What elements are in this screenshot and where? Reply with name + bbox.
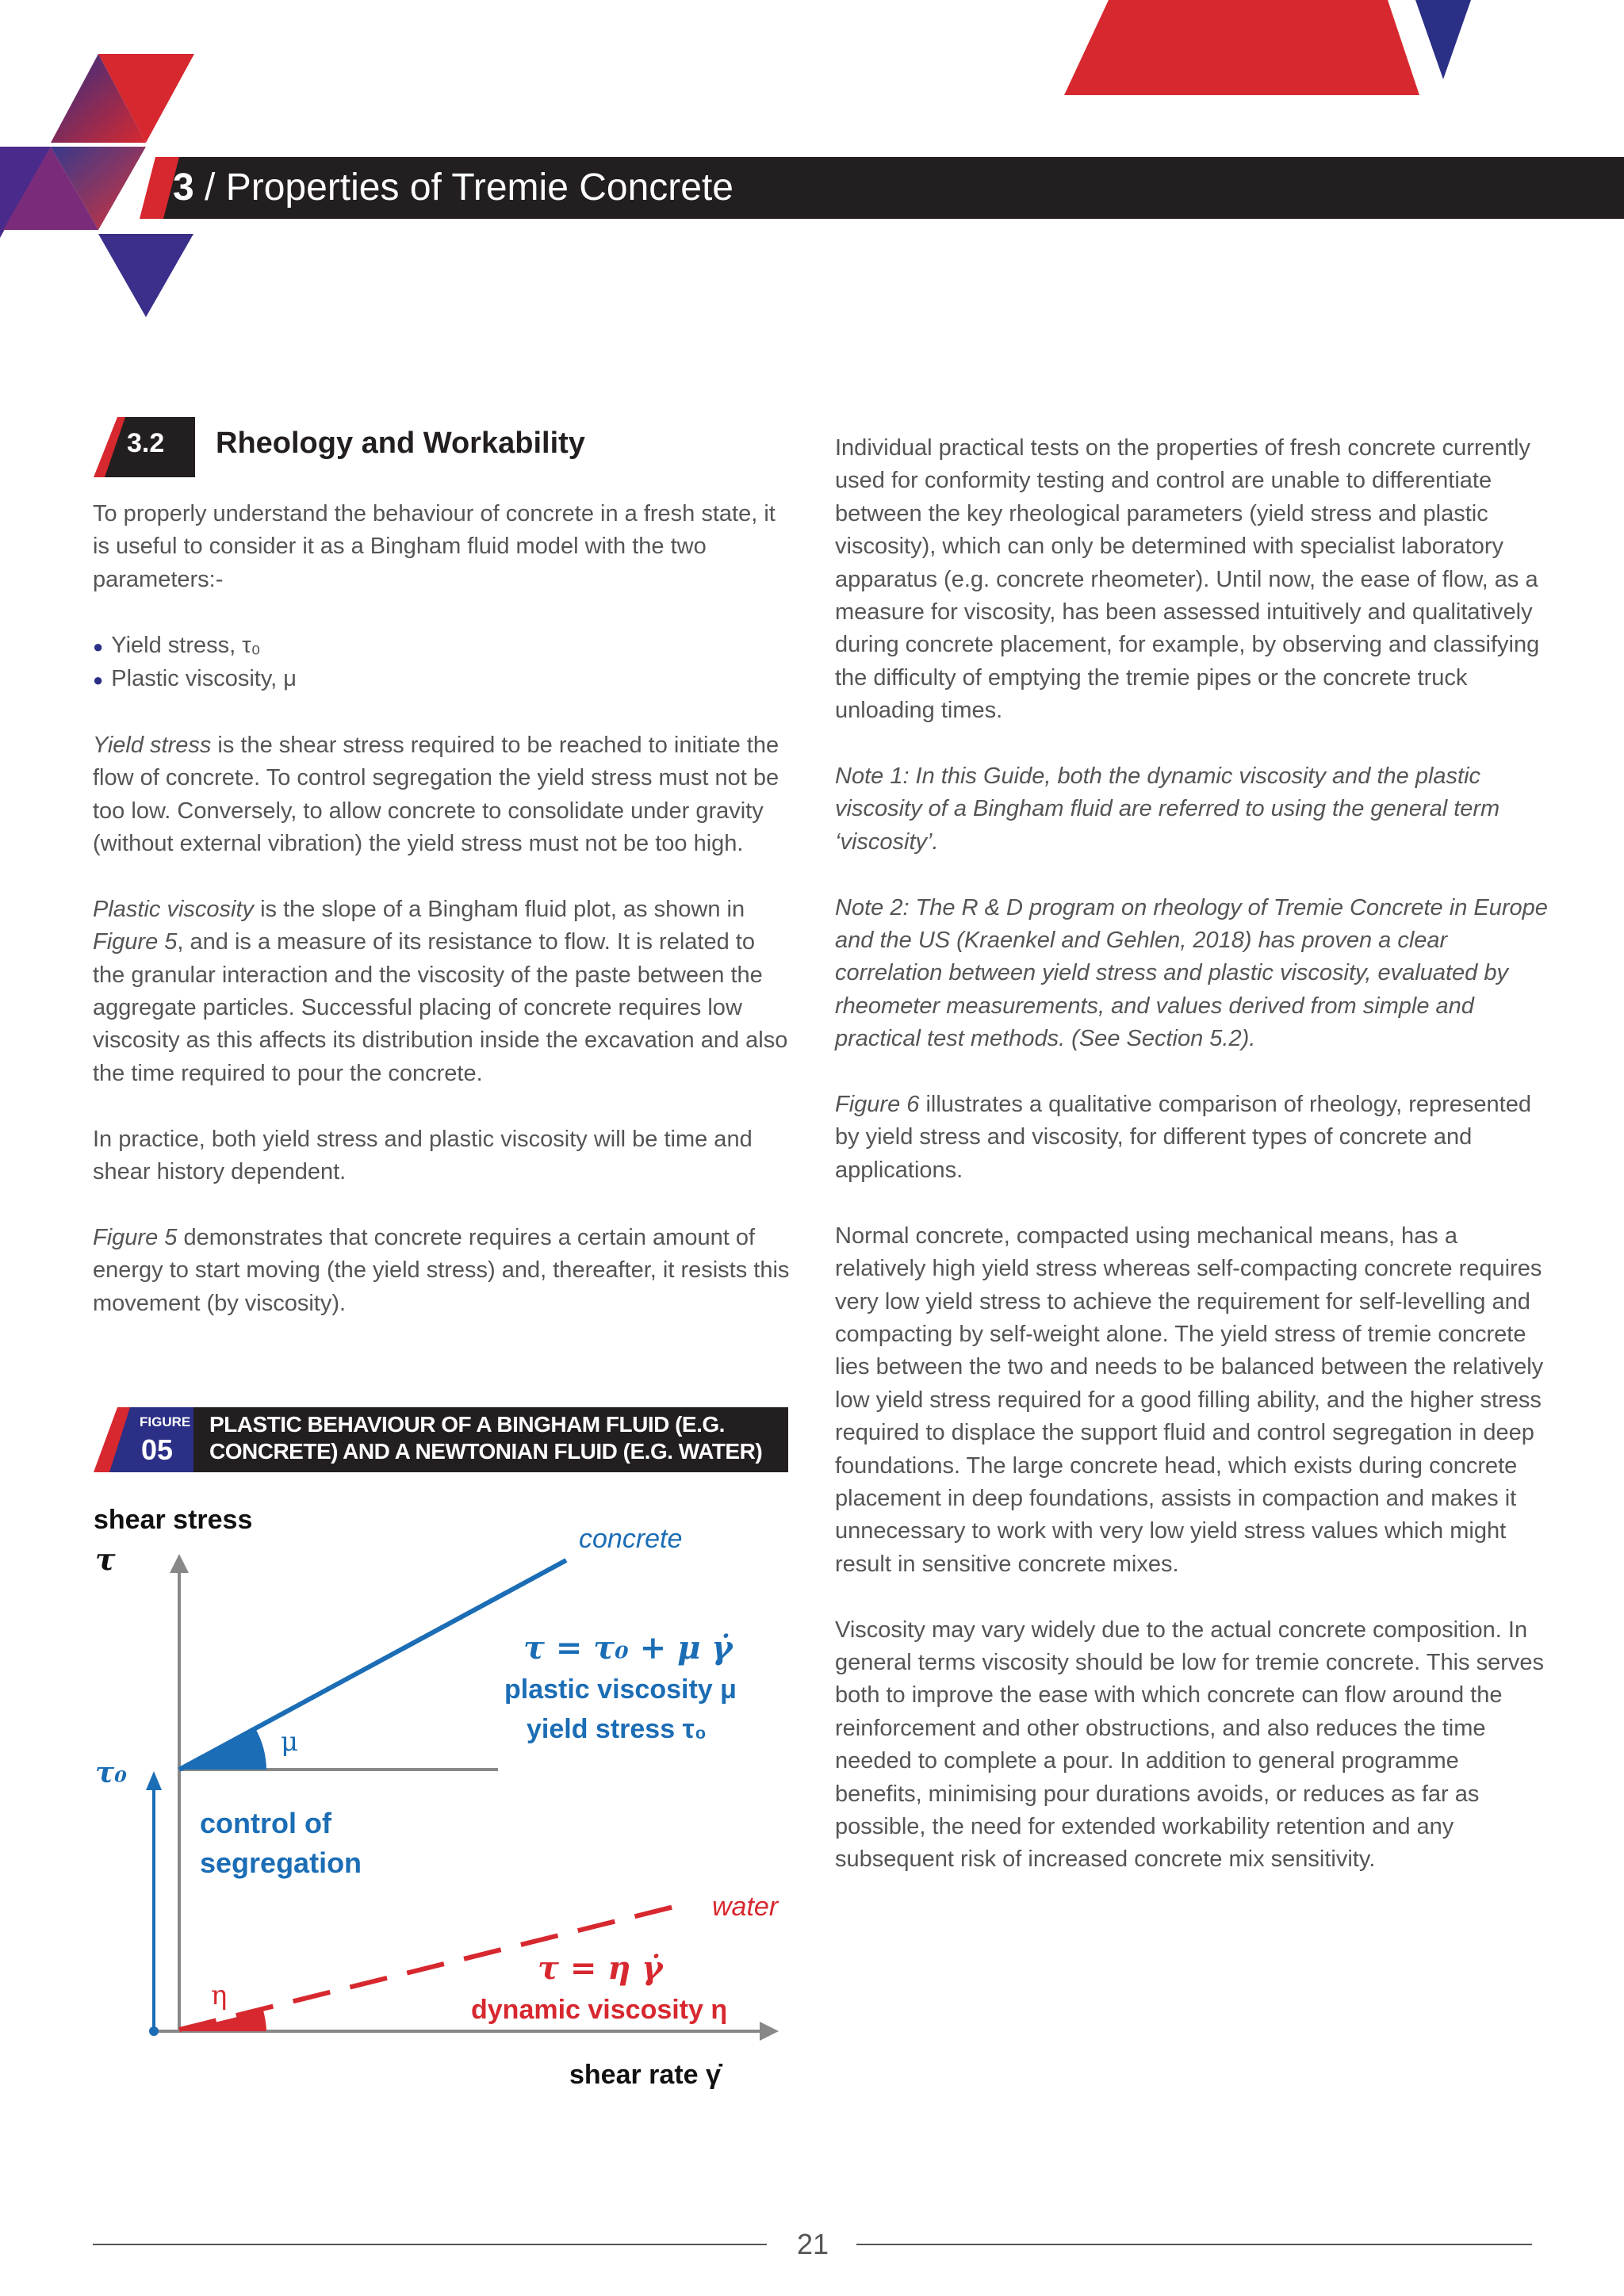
dynamic-viscosity-label: dynamic viscosity η <box>471 1995 728 2025</box>
yield-stress-paragraph: Yield stress is the shear stress required to be reached to initiate the flow of concrete. To control segregation the yield stress must not be too low. Conversely, to allow concrete to consolidate under gravity (without external vibration) the yield stress must not be too high. <box>93 732 779 857</box>
list-item: ● Yield stress, τ₀ <box>93 632 261 658</box>
yield-stress-label: yield stress τ₀ <box>527 1714 707 1744</box>
note-1: Note 1: In this Guide, both the dynamic viscosity and the plastic viscosity of a Bingham fluid are referred to using the general term ‘viscosity’. <box>835 763 1500 855</box>
practice-paragraph: In practice, both yield stress and plastic viscosity will be time and shear history dependent. <box>93 1126 753 1185</box>
section-title: Rheology and Workability <box>216 427 585 460</box>
water-equation: τ = η γ̇ <box>538 1950 663 1987</box>
segregation-label-1: control of <box>200 1807 331 1839</box>
chapter-title: 3 / Properties of Tremie Concrete <box>173 166 733 209</box>
y-axis-arrow <box>170 1554 189 1573</box>
mu-label: μ <box>281 1726 299 1758</box>
figure-number: 05 <box>141 1433 174 1466</box>
note-2: Note 2: The R & D program on rheology of Tremie Concrete in Europe and the US (Kraenkel and Gehlen, 2018) has proven a clear correlation between yield stress and plastic viscosity, evaluated by rheometer measurements, and values derived from simple and practical test methods. (See Section 5.2). <box>835 894 1548 1052</box>
origin-point <box>149 2026 159 2036</box>
plastic-viscosity-paragraph: Plastic viscosity is the slope of a Bingham fluid plot, as shown in Figure 5, and is a measure of its resistance to flow. It is related to the granular interaction and the viscosity of the paste between the aggregate particles. Successful placing of concrete requires low viscosity as this affects its distribution inside the excavation and also the time required to pour the concrete. <box>93 896 788 1086</box>
intro-paragraph: To properly understand the behaviour of concrete in a fresh state, it is useful to consider it as a Bingham fluid model with the two parameters:- <box>93 501 776 592</box>
normal-concrete-paragraph: Normal concrete, compacted using mechanical means, has a relatively high yield stress whereas self-compacting concrete requires very low yield stress to achieve the requirement for self-levelling and compacting by self-weight alone. The yield stress of tremie concrete lies between the two and needs to be balanced between the relatively low yield stress required for a good filling ability, and the higher stress required to displace the support fluid and control segregation in deep foundations. The large concrete head, which exists during concrete placement in deep foundations, assists in compaction and makes it unnecessary to work with very low yield stress values which might result in sensitive concrete mixes. <box>835 1223 1544 1577</box>
segregation-label-2: segregation <box>200 1846 362 1879</box>
segregation-arrow-head <box>146 1771 162 1790</box>
eta-angle-wedge <box>179 2011 266 2031</box>
plastic-viscosity-label: plastic viscosity μ <box>504 1674 737 1705</box>
decorative-triangles-right <box>1015 0 1507 103</box>
footer-rule-right <box>856 2244 1532 2245</box>
bingham-newtonian-chart <box>79 1490 809 2093</box>
y-axis-label: shear stress <box>94 1505 253 1535</box>
left-column-text <box>93 498 791 1353</box>
x-axis-arrow <box>760 2022 779 2041</box>
eta-label: η <box>211 1980 228 2011</box>
section-number: 3.2 <box>127 428 165 458</box>
water-label: water <box>712 1892 779 1922</box>
figure-link: Figure 5 <box>93 929 178 955</box>
y-axis-symbol: τ <box>95 1541 116 1577</box>
figure-title: PLASTIC BEHAVIOUR OF A BINGHAM FLUID (E.G. CONCRETE) AND A NEWTONIAN FLUID (E.G. WATER) <box>209 1412 763 1464</box>
concrete-label: concrete <box>579 1524 683 1554</box>
tau0-label: τ₀ <box>95 1756 127 1789</box>
bullet-icon: ● <box>93 670 104 691</box>
x-axis-label: shear rate γ̇ <box>569 2060 721 2090</box>
concrete-equation: τ = τ₀ + μ γ̇ <box>523 1629 733 1667</box>
list-item: ● Plastic viscosity, μ <box>93 666 297 692</box>
bullet-list <box>93 629 791 697</box>
mu-angle-wedge <box>179 1728 266 1770</box>
footer-rule-left <box>93 2244 767 2245</box>
figure6-paragraph: Figure 6 illustrates a qualitative comparison of rheology, represented by yield stress and viscosity, for different types of concrete and applications. <box>835 1092 1531 1183</box>
right-column-text <box>835 432 1549 1909</box>
bullet-icon: ● <box>93 636 104 656</box>
figure-label: FIGURE <box>140 1414 191 1429</box>
figure-link: Figure 6 <box>835 1092 920 1118</box>
figure5-paragraph: Figure 5 demonstrates that concrete requires a certain amount of energy to start moving (the yield stress) and, thereafter, it resists this movement (by viscosity). <box>93 1224 790 1316</box>
tests-paragraph: Individual practical tests on the properties of fresh concrete currently used for conformity testing and control are unable to differentiate between the key rheological parameters (yield stress and plastic viscosity), which can only be determined with specialist laboratory apparatus (e.g. concrete rheometer). Until now, the ease of flow, as a measure for viscosity, has been assessed intuitively and qualitatively during concrete placement, for example, by observing and classifying the difficulty of emptying the tremie pipes or the concrete truck unloading times. <box>835 435 1540 724</box>
viscosity-paragraph: Viscosity may vary widely due to the actual concrete composition. In general terms viscosity should be low for tremie concrete. This serves both to improve the ease with which concrete can flow around the reinforcement and other obstructions, and also reduces the time needed to complete a pour. In addition to general programme benefits, minimising pour durations avoids, or reduces as far as possible, the need for extended workability retention and any subsequent risk of increased concrete mix sensitivity. <box>835 1617 1544 1873</box>
page-number: 21 <box>796 2228 829 2260</box>
figure-link: Figure 5 <box>93 1224 178 1250</box>
